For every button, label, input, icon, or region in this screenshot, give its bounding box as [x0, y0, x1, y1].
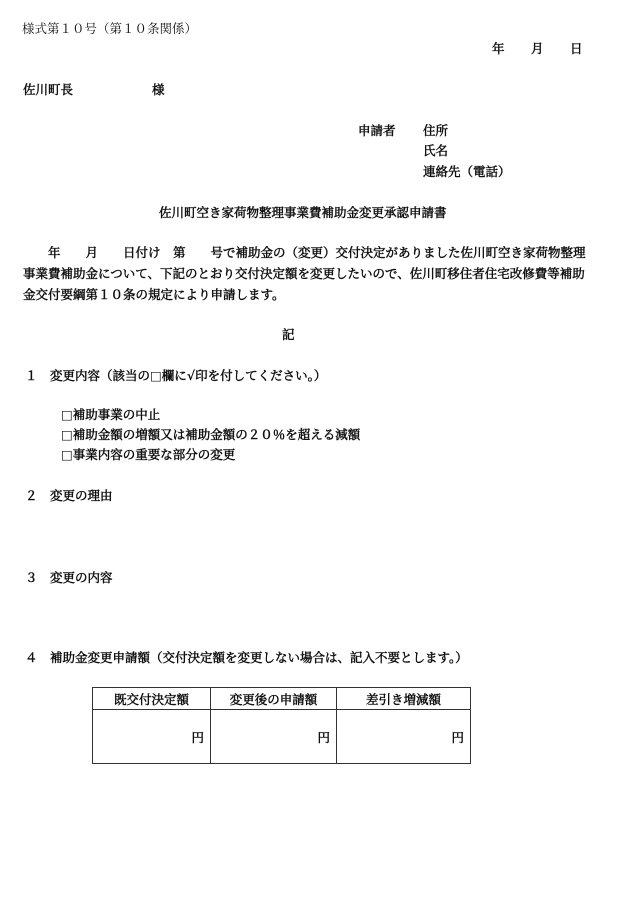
- document-title: 佐川町空き家荷物整理事業費補助金変更承認申請書: [159, 205, 447, 220]
- checkbox-option-cancel[interactable]: □補助事業の中止: [61, 407, 161, 422]
- section-3-heading: ３ 変更の内容: [25, 570, 113, 585]
- header-prior-amount: 既交付決定額: [93, 688, 211, 710]
- addressee-honorific: 様: [152, 82, 165, 97]
- section-1-heading: １ 変更内容（該当の□欄に√印を付してください。）: [25, 368, 327, 383]
- ki-heading: 記: [282, 327, 295, 342]
- date-month-label: 月: [531, 41, 544, 56]
- date-year-label: 年: [492, 41, 505, 56]
- date-day-label: 日: [570, 41, 583, 56]
- applicant-contact-label: 連絡先（電話）: [423, 164, 511, 179]
- form-number: 様式第１０号（第１０条関係）: [22, 21, 198, 36]
- section-4-heading: ４ 補助金変更申請額（交付決定額を変更しない場合は、記入不要とします。）: [25, 650, 468, 665]
- amount-table: [92, 687, 471, 764]
- cell-prior-amount-yen[interactable]: 円: [93, 710, 211, 764]
- applicant-name-label: 氏名: [423, 143, 449, 158]
- addressee-name: 佐川町長: [23, 82, 74, 97]
- header-new-amount: 変更後の申請額: [211, 688, 337, 710]
- section-2-heading: ２ 変更の理由: [25, 488, 113, 503]
- header-difference: 差引き増減額: [337, 688, 471, 710]
- cell-new-amount-yen[interactable]: 円: [211, 710, 337, 764]
- checkbox-option-amount-change[interactable]: □補助金額の増額又は補助金額の２０％を超える減額: [61, 427, 361, 442]
- applicant-label: 申請者: [358, 123, 396, 138]
- checkbox-option-content-change[interactable]: □事業内容の重要な部分の変更: [61, 447, 236, 462]
- applicant-address-label: 住所: [423, 123, 449, 138]
- body-paragraph: 年 月 日付け 第 号で補助金の（変更）交付決定がありました佐川町空き家荷物整理事業費補助金について、下記のとおり交付決定額を変更したいので、佐川町移住者住宅改修費等補助金交付要綱第１０条の規定により申請します。: [23, 245, 586, 302]
- cell-difference-yen[interactable]: 円: [337, 710, 471, 764]
